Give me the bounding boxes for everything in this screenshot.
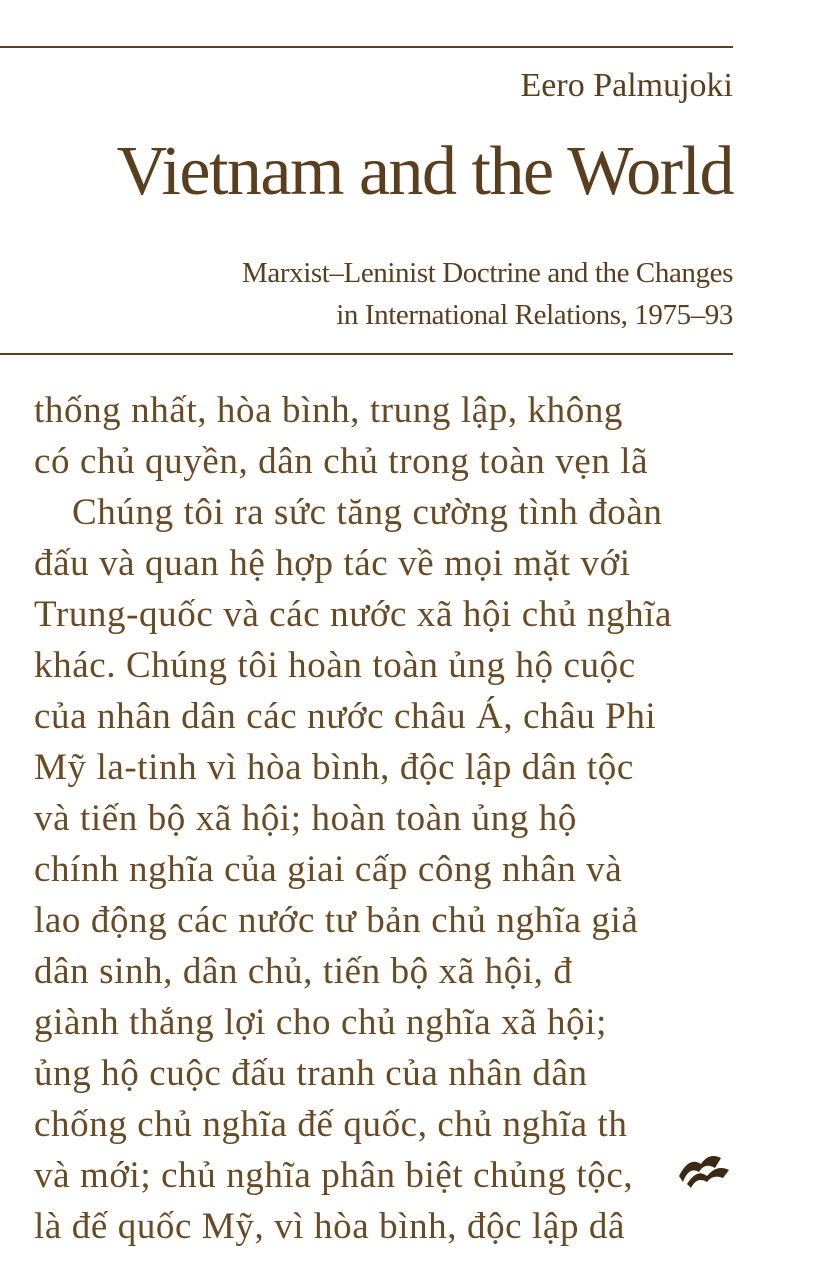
text-line: dân sinh, dân chủ, tiến bộ xã hội, đ	[34, 951, 573, 992]
text-line: chính nghĩa của giai cấp công nhân và	[34, 849, 623, 890]
text-line: là đế quốc Mỹ, vì hòa bình, độc lập dâ	[34, 1206, 626, 1247]
middle-rule	[0, 353, 733, 355]
text-line: và tiến bộ xã hội; hoàn toàn ủng hộ	[34, 798, 578, 839]
text-line: và mới; chủ nghĩa phân biệt chủng tộc,	[34, 1155, 634, 1196]
text-line: Mỹ la-tinh vì hòa bình, độc lập dân tộc	[34, 747, 634, 788]
text-line: khác. Chúng tôi hoàn toàn ủng hộ cuộc	[34, 645, 636, 686]
text-line: Chúng tôi ra sức tăng cường tình đoàn	[72, 492, 663, 533]
text-line: của nhân dân các nước châu Á, châu Phi	[34, 696, 657, 737]
subtitle-line-2: in International Relations, 1975–93	[336, 299, 733, 331]
text-line: ủng hộ cuộc đấu tranh của nhân dân	[34, 1053, 588, 1094]
text-line: Trung-quốc và các nước xã hội chủ nghĩa	[34, 594, 673, 635]
author-name: Eero Palmujoki	[520, 67, 733, 104]
publisher-logo-icon	[675, 1146, 733, 1188]
text-line: chống chủ nghĩa đế quốc, chủ nghĩa th	[34, 1104, 628, 1145]
book-subtitle	[93, 252, 733, 336]
text-line: thống nhất, hòa bình, trung lập, không	[34, 390, 624, 431]
text-line: lao động các nước tư bản chủ nghĩa giả	[34, 900, 639, 941]
top-rule	[0, 46, 733, 48]
subtitle-line-1: Marxist–Leninist Doctrine and the Changes	[242, 257, 733, 289]
text-line: giành thắng lợi cho chủ nghĩa xã hội;	[34, 1002, 608, 1043]
text-line: đấu và quan hệ hợp tác về mọi mặt với	[34, 543, 631, 584]
text-line: có chủ quyền, dân chủ trong toàn vẹn lã	[34, 441, 649, 482]
book-title: Vietnam and the World	[116, 133, 733, 210]
background-vietnamese-text	[34, 385, 827, 1276]
